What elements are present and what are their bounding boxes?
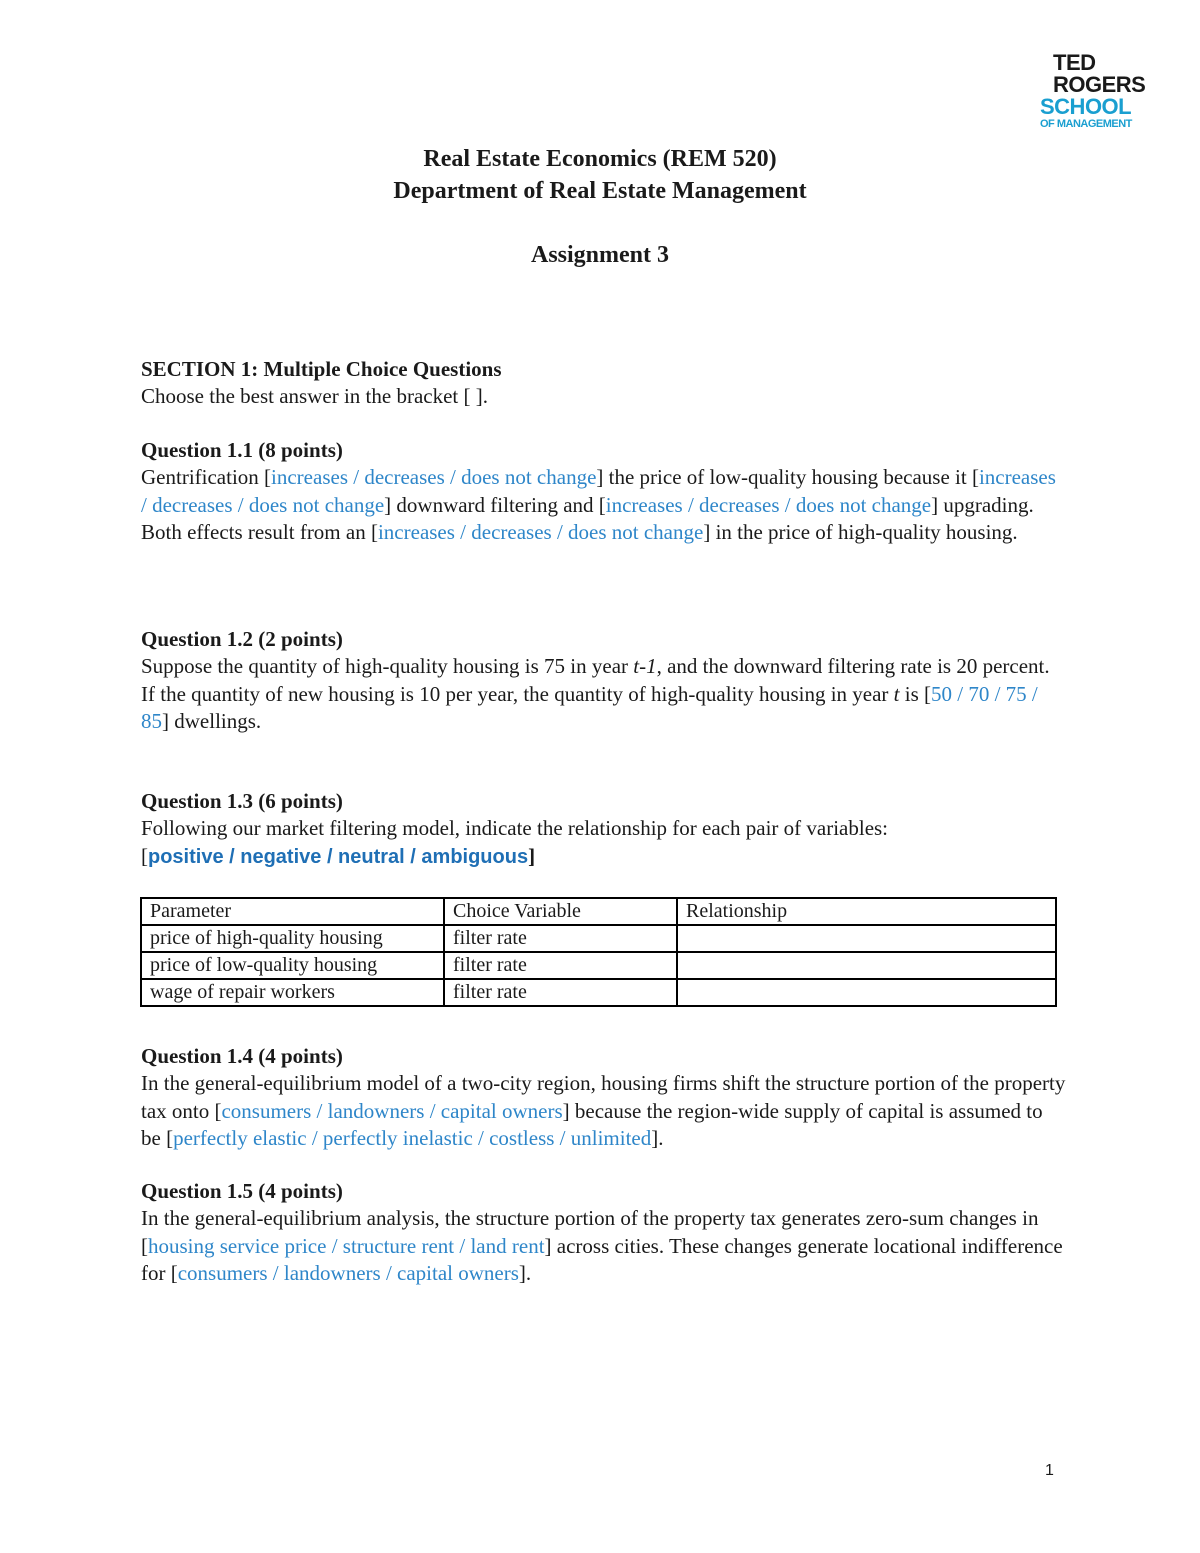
table-header-cell: Parameter [141, 898, 444, 925]
q1-5-text-3: ]. [518, 1260, 532, 1285]
q1-5-options-1: housing service price / structure rent / land rent [148, 1233, 545, 1258]
question-1-2-body [141, 653, 1066, 735]
table-row [141, 952, 1056, 979]
table-cell: wage of repair workers [141, 979, 444, 1006]
q1-1-options-2: increases / decreases / does not change [141, 465, 1056, 517]
q1-4-options-1: consumers / landowners / capital owners [221, 1098, 563, 1123]
table-header-cell: Relationship [677, 898, 1056, 925]
q1-2-text-1: Suppose the quantity of high-quality housing is 75 in year [141, 654, 634, 679]
logo-line-school: SCHOOL [1040, 94, 1132, 119]
table-cell: price of high-quality housing [141, 925, 444, 952]
question-1-3-text: Following our market filtering model, indicate the relationship for each pair of variables: [141, 816, 889, 841]
question-1-1-body [141, 464, 1066, 546]
question-1-4-body [141, 1070, 1066, 1152]
q1-3-bracket-close: ] [528, 843, 536, 868]
table-cell: filter rate [444, 979, 677, 1006]
question-1-1-heading: Question 1.1 (8 points) [141, 438, 343, 462]
q1-4-text-3: ]. [651, 1125, 664, 1150]
q1-2-text-2: , and the downward filtering rate is 20 percent. If the quantity of new housing is 10 per year, the quantity of high-quality housing in year [141, 654, 1050, 706]
q1-1-options-3: increases / decreases / does not change [605, 492, 932, 517]
q1-1-text-5: ] in the price of high-quality housing. [703, 519, 1018, 544]
relationship-answer-cell[interactable] [677, 952, 1056, 979]
section-1-instruction: Choose the best answer in the bracket [ ]. [141, 384, 488, 409]
q1-1-options-1: increases / decreases / does not change [271, 465, 597, 490]
q1-3-options: positive / negative / neutral / ambiguous [148, 845, 529, 868]
relationship-answer-cell[interactable] [677, 979, 1056, 1006]
relationship-answer-cell[interactable] [677, 925, 1056, 952]
page-number: 1 [1045, 1462, 1054, 1479]
school-logo [1040, 52, 1145, 130]
q1-1-options-4: increases / decreases / does not change [377, 519, 704, 544]
table-cell: filter rate [444, 952, 677, 979]
q1-1-text-2: ] the price of low-quality housing because it [ [596, 465, 979, 490]
question-1-3-options-line [141, 843, 1066, 871]
question-1-4 [141, 1043, 1066, 1152]
q1-3-bracket-open: [ [141, 843, 148, 868]
section-1 [141, 356, 1066, 411]
section-1-heading: SECTION 1: Multiple Choice Questions [141, 357, 502, 381]
q1-2-var-t-minus-1: t-1 [633, 654, 657, 679]
department-title: Department of Real Estate Management [393, 178, 807, 204]
question-1-2 [141, 626, 1066, 735]
q1-4-text-2: ] because the region-wide supply of capital is assumed to be [ [141, 1098, 1043, 1150]
course-title: Real Estate Economics (REM 520) [423, 146, 777, 172]
question-1-5-heading: Question 1.5 (4 points) [141, 1179, 343, 1203]
logo-line-rogers: ROGERS [1053, 72, 1146, 97]
q1-5-text-1: In the general-equilibrium analysis, the structure portion of the property tax generates zero-sum changes in [ [141, 1206, 1039, 1258]
question-1-3 [141, 788, 1066, 871]
q1-5-options-2: consumers / landowners / capital owners [177, 1260, 519, 1285]
relationship-table [140, 897, 1057, 1007]
assignment-title: Assignment 3 [530, 242, 669, 268]
table-cell: price of low-quality housing [141, 952, 444, 979]
q1-2-text-4: ] dwellings. [162, 708, 262, 733]
table-row [141, 979, 1056, 1006]
q1-1-text-1: Gentrification [ [141, 465, 272, 490]
q1-4-options-2: perfectly elastic / perfectly inelastic / costless / unlimited [173, 1125, 652, 1150]
table-cell: filter rate [444, 925, 677, 952]
question-1-4-heading: Question 1.4 (4 points) [141, 1044, 343, 1068]
question-1-2-heading: Question 1.2 (2 points) [141, 627, 343, 651]
q1-1-text-3: ] downward filtering and [ [384, 492, 606, 517]
q1-2-options: 50 / 70 / 75 / 85 [141, 681, 1038, 733]
q1-4-text-1: In the general-equilibrium model of a two-city region, housing firms shift the structure portion of the property tax onto [ [141, 1071, 1066, 1123]
table-header-cell: Choice Variable [444, 898, 677, 925]
logo-line-ted: TED [1053, 50, 1096, 75]
logo-line-management: OF MANAGEMENT [1040, 118, 1132, 130]
q1-1-text-4: ] upgrading. Both effects result from an [ [141, 492, 1034, 544]
q1-2-text-3: is [ [899, 681, 932, 706]
question-1-1 [141, 437, 1066, 546]
question-1-5 [141, 1178, 1066, 1287]
question-1-5-body [141, 1205, 1066, 1287]
q1-2-var-t: t [893, 681, 900, 706]
question-1-3-heading: Question 1.3 (6 points) [141, 789, 343, 813]
table-header-row [141, 898, 1056, 925]
table-row [141, 925, 1056, 952]
q1-5-text-2: ] across cities. These changes generate locational indifference for [ [141, 1233, 1063, 1285]
